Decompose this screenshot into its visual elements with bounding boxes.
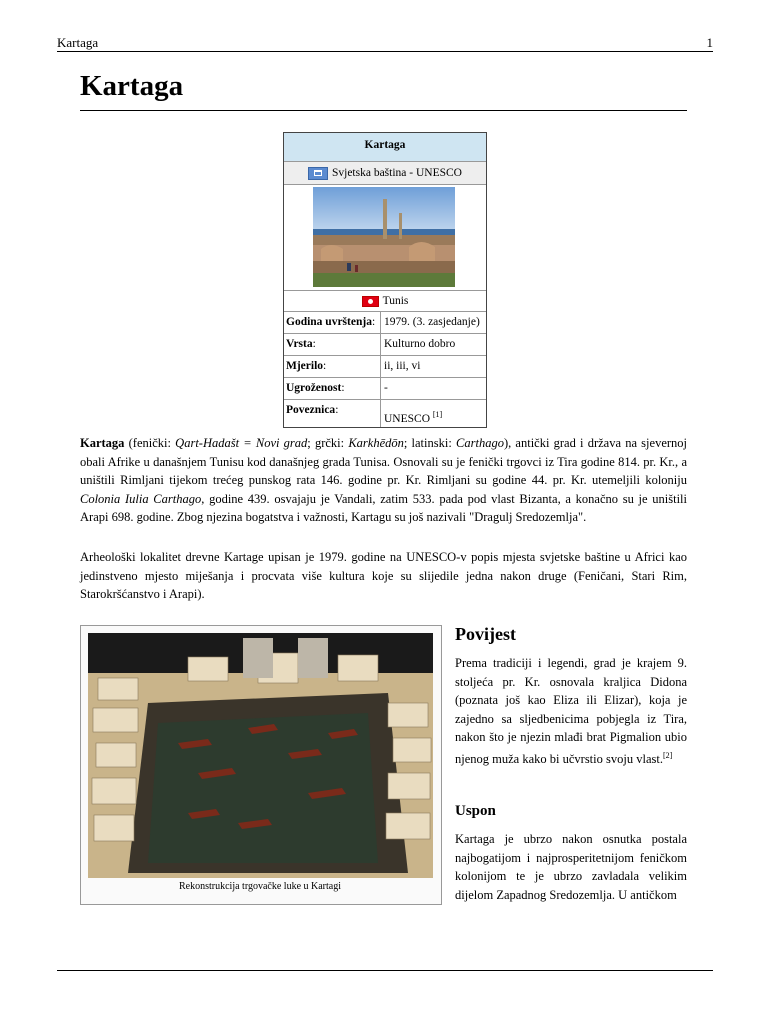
text-run: ; grčki: [307,436,349,450]
intro-paragraph-2: Arheološki lokalitet drevne Kartage upisan je 1979. godine na UNESCO-v popis mjesta svjetske baštine u Africi kao jedinstveno mjesto miješanja i procvata više kultura koje su slijedile jedna nakon druge (Feničani, Stari Rim, Starokršćanstvo i Arapi). [80,550,687,601]
infobox-image[interactable] [284,185,486,291]
text-run: ), antički grad i država na sjevernoj obali Afrike u današnjem Tunisu kod današnjeg grada Tunisa. Osnovali su je fenički trgovci iz Tira godine 814. pr. Kr., a uništili Rimljani tijekom trećeg punskog rata 146. godine pr. Kr. Rimljani su godine 44. pr. Kr. utemeljili koloniju [80,436,688,487]
text-run: Colonia Iulia Carthago [80,491,202,506]
rise-paragraph: Kartaga je ubrzo nakon osnutka postala najbogatijom i najprosperitetnijom feničkom kolonijom te je ubrzo zavladala velikim dijelom Zapadnog Sredozemlja. U antičkom [455,832,687,902]
section-heading-history: Povijest [455,624,516,644]
infobox-key: Poveznica: [284,400,381,427]
infobox-value: 1979. (3. zasjedanje) [384,316,480,328]
infobox-key: Godina uvrštenja: [284,312,381,333]
infobox-key: Mjerilo: [284,356,381,377]
text-run: (fenički: [124,436,176,450]
text-run: ; latinski: [403,436,457,450]
infobox-row [284,334,486,356]
harbor-model-photo-icon[interactable] [88,633,433,878]
infobox-country [284,291,486,312]
unesco-link[interactable]: UNESCO [384,412,431,425]
infobox-row [284,356,486,378]
figure-frame [80,625,442,905]
unesco-label: Svjetska baština - UNESCO [331,167,462,179]
infobox-value: - [384,382,388,394]
page-number: 1 [706,35,713,50]
ruins-photo-icon [313,187,455,287]
infobox-value: ii, iii, vi [384,360,421,372]
tunisia-flag-icon [362,296,379,307]
text-run: Kartaga [80,436,125,450]
intro-paragraph [80,434,687,527]
text-run: , godine 439. osvajaju je Vandali, zatim 533. pada pod vlast Bizanta, a konačno su je uništili Arapi 698. godine. Zbog njezina bogatstva i važnosti, Kartagu su još nazivali "Dragulj Sredozemlja". [80,491,687,524]
header-rule [57,51,713,52]
figure-caption: Rekonstrukcija trgovačke luke u Kartagi [179,881,341,892]
text-run: Qart-Hadašt = Novi grad [175,436,308,450]
infobox-row [284,378,486,400]
infobox-row [284,312,486,334]
history-paragraph: Prema tradiciji i legendi, grad je krajem 9. stoljeća pr. Kr. osnovala kraljica Didona (poznata još kao Eliza ili Elizar), koja je zajedno sa sljedbenicima pobjegla iz Tira, nakon što je njezin mlađi brat Pigmalion ubio njenog muža kako bi učvrstio svoju vlast.[2] [455,656,687,766]
country-name: Tunis [382,295,409,307]
footer-rule [57,970,713,971]
infobox-value: Kulturno dobro [384,338,456,350]
reference-link[interactable]: [1] [432,410,443,419]
infobox-row [284,400,486,427]
text-run: Karkhēdōn [348,436,404,450]
text-run: Carthago [456,436,504,450]
infobox-key: Ugroženost: [284,378,381,399]
unesco-emblem-icon [308,167,328,180]
infobox-key: Vrsta: [284,334,381,355]
infobox [283,132,487,428]
article-title: Kartaga [80,70,184,102]
infobox-unesco [284,162,486,185]
infobox-heading: Kartaga [284,133,486,162]
section-heading-rise: Uspon [455,803,496,819]
title-rule [80,110,687,111]
running-header-title: Kartaga [57,35,99,50]
reference-link[interactable]: [2] [662,750,673,760]
infobox-value [381,400,486,427]
